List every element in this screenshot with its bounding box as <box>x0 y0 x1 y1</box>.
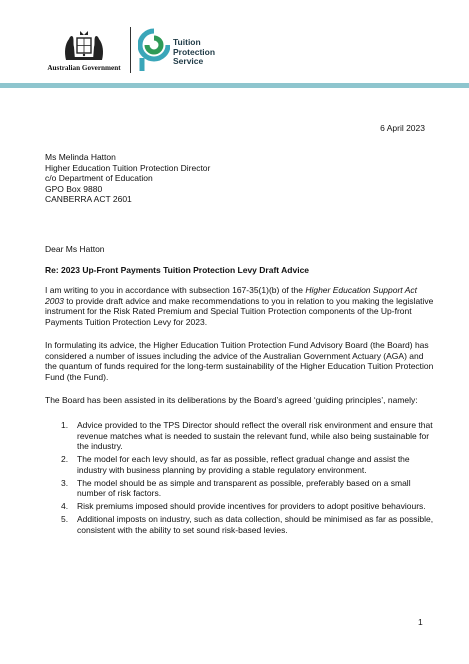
tps-logo-line: Service <box>173 56 204 66</box>
letter-date: 6 April 2023 <box>380 123 425 133</box>
tps-logo-line: Tuition <box>173 37 201 47</box>
list-item <box>45 478 437 499</box>
list-number: 5. <box>61 514 69 525</box>
address-line: CANBERRA ACT 2601 <box>45 194 132 204</box>
list-text: Advice provided to the TPS Director should reflect the overall risk environment and ensure that revenue matches what is needed to sustain the relevant fund, while also being sustainable for the industry. <box>77 420 433 452</box>
paragraph-text: to provide draft advice and make recommendations to you in relation to you making the legislative instrument for the Risk Rated Premium and Special Tuition Protection components of the Up-front Payments Tuition Protection Levy for 2023. <box>45 295 434 327</box>
salutation: Dear Ms Hatton <box>45 244 105 254</box>
coat-of-arms-icon <box>62 30 106 62</box>
list-text: The model should be as simple and transparent as possible, preferably based on a small number of risk factors. <box>77 477 411 499</box>
list-item <box>45 514 437 535</box>
paragraph-principles-intro: The Board has been assisted in its deliberations by the Board’s agreed ‘guiding principles’, namely: <box>45 395 418 405</box>
tps-logo-icon <box>138 28 170 72</box>
list-item <box>45 501 437 512</box>
header-band <box>0 83 469 88</box>
list-number: 2. <box>61 454 69 465</box>
address-line: Higher Education Tuition Protection Director <box>45 162 211 173</box>
list-number: 1. <box>61 420 69 430</box>
act-title: Higher Education Support Act 2003 <box>45 285 417 306</box>
australian-government-text: Australian Government <box>47 64 121 72</box>
list-text: Additional imposts on industry, such as data collection, should be minimised as far as possible, consistent with the ability to set sound risk-based levies. <box>77 514 434 535</box>
address-line: c/o Department of Education <box>45 173 153 183</box>
paragraph-intro <box>45 285 437 327</box>
recipient-address <box>45 152 210 205</box>
logo-divider <box>130 27 131 73</box>
paragraph-text: I am writing to you in accordance with subsection 167-35(1)(b) of the <box>45 285 306 295</box>
list-text: Risk premiums imposed should provide incentives for providers to adopt positive behaviours. <box>77 501 426 512</box>
list-number: 3. <box>61 477 69 488</box>
subject-line: Re: 2023 Up-Front Payments Tuition Protection Levy Draft Advice <box>45 265 310 275</box>
guiding-principles-list <box>45 420 437 538</box>
list-item <box>45 454 437 475</box>
list-item <box>45 420 437 452</box>
letterhead <box>0 0 469 82</box>
tps-logo-line: Protection <box>173 46 216 57</box>
address-line: GPO Box 9880 <box>45 183 103 194</box>
list-number: 4. <box>61 501 69 512</box>
address-line: Ms Melinda Hatton <box>45 152 116 162</box>
paragraph-advice: In formulating its advice, the Higher Education Tuition Protection Fund Advisory Board (the Board) has considered a number of issues including the advice of the Australian Government Actuary (AGA) and the quantum of funds required for the long-term sustainability of the Higher Education Tuition Protection Fund (the Fund). <box>45 340 434 382</box>
list-text: The model for each levy should, as far as possible, reflect gradual change and assist the industry with business planning by providing a stable regulatory environment. <box>77 454 410 475</box>
tps-logo-text <box>173 38 215 67</box>
australian-government-logo <box>44 30 124 74</box>
page-number: 1 <box>418 617 423 627</box>
